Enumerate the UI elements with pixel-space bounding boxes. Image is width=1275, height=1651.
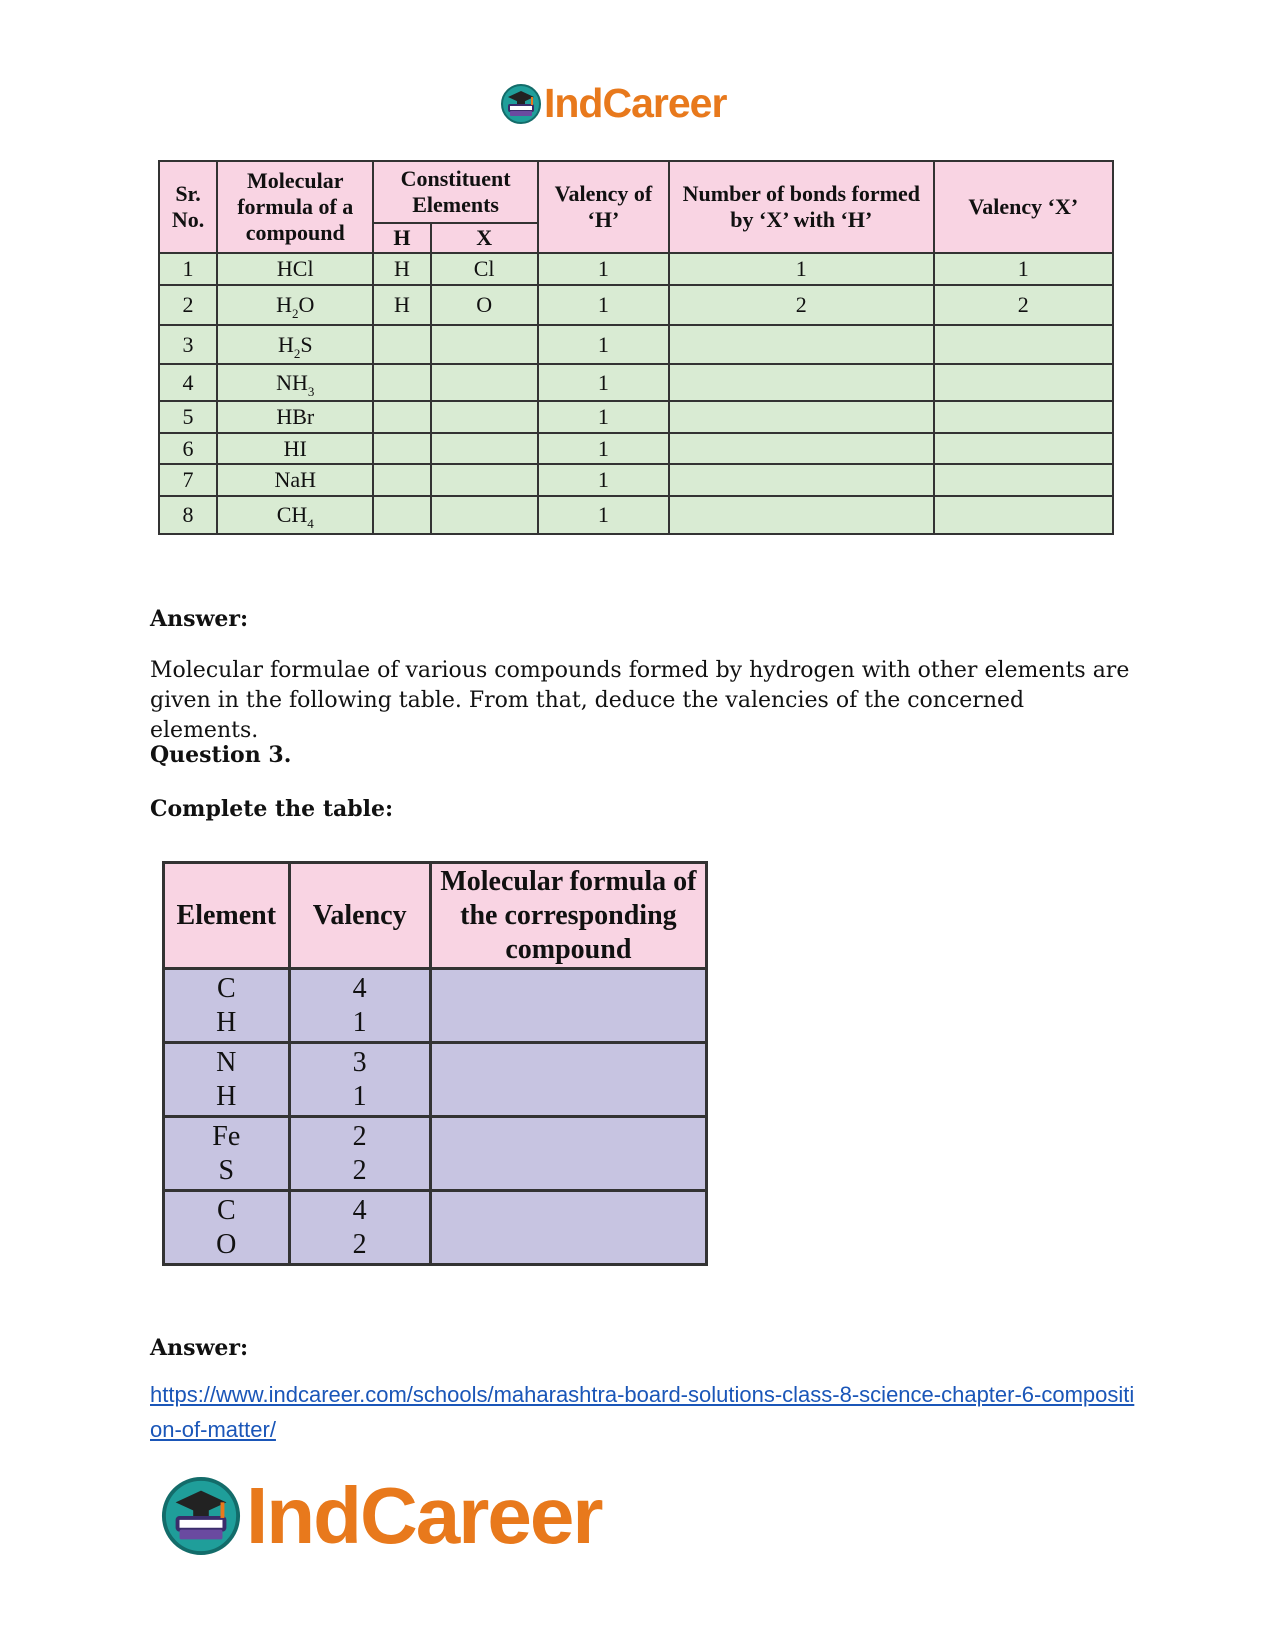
solution-link[interactable]: https://www.indcareer.com/schools/maharashtra-board-solutions-class-8-science-chapter-6-composition-of-matter/: [150, 1382, 1135, 1442]
header-valency-h: Valency of ‘H’: [538, 161, 669, 253]
table-row: [164, 1117, 707, 1191]
cell-formula: HI: [217, 433, 373, 464]
cell-bonds: [669, 401, 934, 433]
header-constituent-elements: Constituent Elements: [373, 161, 537, 223]
cell-formula: $H_2O$: [217, 285, 373, 325]
indcareer-logo-top: [500, 80, 726, 127]
cell-h: [373, 464, 430, 496]
cell-bonds: [669, 464, 934, 496]
table-row: [159, 253, 1113, 285]
cell-valencies: 3 1: [289, 1043, 430, 1117]
cell-sr: 7: [159, 464, 217, 496]
cell-x: [431, 464, 538, 496]
cell-sr: 1: [159, 253, 217, 285]
cell-bonds: [669, 433, 934, 464]
question-prompt: Complete the table:: [150, 796, 394, 822]
header-sr-no: Sr. No.: [159, 161, 217, 253]
cell-h: [373, 364, 430, 401]
header-valency: Valency: [289, 863, 430, 969]
cell-bonds: 1: [669, 253, 934, 285]
cell-formula: HCl: [217, 253, 373, 285]
question-label: Question 3.: [150, 742, 292, 768]
table-row: [164, 969, 707, 1043]
cell-formula: HBr: [217, 401, 373, 433]
table-row: [159, 464, 1113, 496]
cell-elements: Fe S: [164, 1117, 290, 1191]
cell-x: [431, 401, 538, 433]
table-row: [159, 285, 1113, 325]
cell-valency-x: [934, 496, 1113, 534]
header-bonds: Number of bonds formed by ‘X’ with ‘H’: [669, 161, 934, 253]
cell-valency-x: [934, 364, 1113, 401]
cell-x: [431, 496, 538, 534]
cell-sr: 6: [159, 433, 217, 464]
cell-h: [373, 433, 430, 464]
table-row: [164, 1191, 707, 1265]
cell-sr: 5: [159, 401, 217, 433]
cell-formula-blank: [430, 969, 706, 1043]
cell-elements: C H: [164, 969, 290, 1043]
cell-valency-h: 1: [538, 325, 669, 364]
cell-bonds: [669, 496, 934, 534]
cell-formula-blank: [430, 1117, 706, 1191]
cell-x: O: [431, 285, 538, 325]
cell-valency-x: [934, 464, 1113, 496]
logo-text: IndCareer: [246, 1471, 602, 1560]
answer-paragraph: Molecular formulae of various compounds formed by hydrogen with other elements are given in the following table. From that, deduce the valencies of the concerned elements.: [150, 658, 1130, 743]
cell-x: [431, 364, 538, 401]
table-row: [164, 1043, 707, 1117]
cell-valency-x: [934, 325, 1113, 364]
cell-h: [373, 325, 430, 364]
cell-elements: N H: [164, 1043, 290, 1117]
cell-valency-x: 1: [934, 253, 1113, 285]
cell-sr: 3: [159, 325, 217, 364]
header-molecular-formula: Molecular formula of the corresponding compound: [430, 863, 706, 969]
cell-x: [431, 325, 538, 364]
header-valency-x: Valency ‘X’: [934, 161, 1113, 253]
cell-formula-blank: [430, 1191, 706, 1265]
cell-elements: C O: [164, 1191, 290, 1265]
cell-valency-x: [934, 433, 1113, 464]
cell-sr: 8: [159, 496, 217, 534]
table-row: [159, 496, 1113, 534]
cell-h: [373, 496, 430, 534]
cell-valency-h: 1: [538, 496, 669, 534]
cell-formula-blank: [430, 1043, 706, 1117]
cell-bonds: [669, 364, 934, 401]
cell-h: [373, 401, 430, 433]
cell-valency-h: 1: [538, 464, 669, 496]
cell-valency-x: 2: [934, 285, 1113, 325]
cell-valencies: 4 2: [289, 1191, 430, 1265]
cell-valencies: 4 1: [289, 969, 430, 1043]
cell-formula: $H_2S$: [217, 325, 373, 364]
cell-valency-h: 1: [538, 364, 669, 401]
cell-x: Cl: [431, 253, 538, 285]
header-x: X: [431, 223, 538, 253]
logo-text: IndCareer: [544, 80, 727, 126]
answer-label-2: Answer:: [150, 1335, 249, 1361]
cell-valency-x: [934, 401, 1113, 433]
cell-valencies: 2 2: [289, 1117, 430, 1191]
cell-sr: 2: [159, 285, 217, 325]
cell-formula: $NH_3$: [217, 364, 373, 401]
cell-sr: 4: [159, 364, 217, 401]
cell-bonds: [669, 325, 934, 364]
table-row: [159, 401, 1113, 433]
header-element: Element: [164, 863, 290, 969]
table-row: [159, 364, 1113, 401]
cell-valency-h: 1: [538, 433, 669, 464]
table-row: [159, 325, 1113, 364]
answer-label: Answer:: [150, 606, 249, 632]
graduation-books-icon: [500, 83, 542, 125]
cell-h: H: [373, 285, 430, 325]
cell-formula: $CH_4$: [217, 496, 373, 534]
cell-formula: NaH: [217, 464, 373, 496]
cell-x: [431, 433, 538, 464]
cell-valency-h: 1: [538, 253, 669, 285]
cell-valency-h: 1: [538, 401, 669, 433]
valency-table: [162, 861, 708, 1266]
cell-bonds: 2: [669, 285, 934, 325]
header-h: H: [373, 223, 430, 253]
indcareer-logo-bottom: [160, 1470, 601, 1562]
table-row: [159, 433, 1113, 464]
cell-valency-h: 1: [538, 285, 669, 325]
hydrogen-compounds-table: [158, 160, 1114, 535]
header-molecular-formula: Molecular formula of a compound: [217, 161, 373, 253]
graduation-books-icon: [160, 1475, 242, 1557]
cell-h: H: [373, 253, 430, 285]
